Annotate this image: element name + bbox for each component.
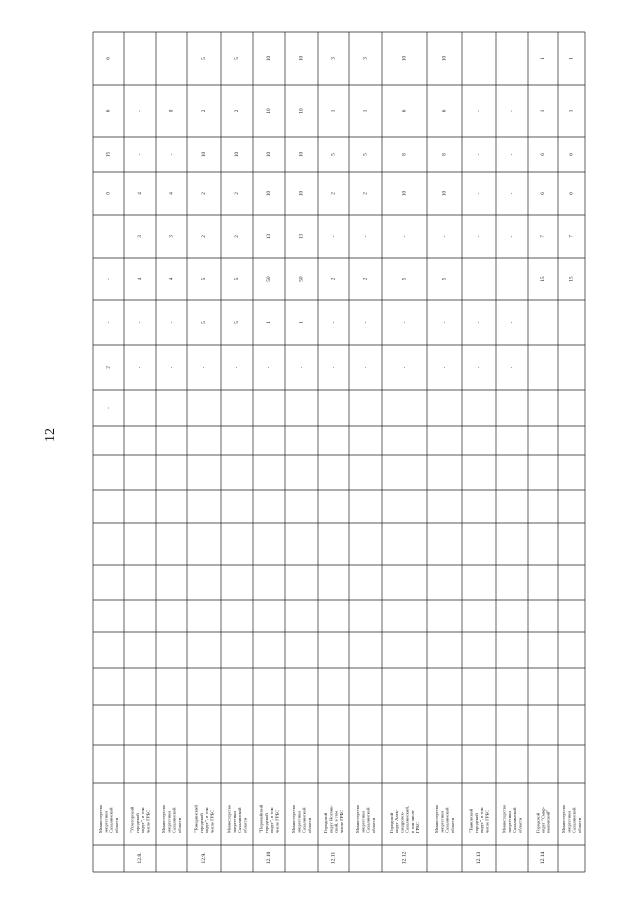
row-label-line: в том числе: [409, 810, 415, 833]
row-label-line: Сахалинской: [108, 807, 114, 833]
table-cell-value: 6: [568, 192, 575, 195]
row-label-line: Сахалинской: [444, 807, 450, 833]
row-label-line: энергетики: [103, 811, 109, 833]
table-cell-value: -: [476, 321, 482, 324]
table-cell-value: -: [509, 235, 515, 238]
row-label-line: сандровск-: [399, 811, 405, 833]
table-cell-value: -: [509, 192, 515, 195]
table-cell-value: 50: [266, 276, 272, 282]
row-label-line: числе ГРБС: [484, 809, 490, 833]
table-cell-value: -: [266, 366, 272, 369]
row-label-line: городской: [134, 813, 140, 833]
table-cell-value: -: [330, 366, 337, 369]
table-cell-value: 6: [540, 192, 546, 195]
table-cell-value: 10: [298, 190, 305, 197]
table-cell-value: 15: [568, 276, 575, 282]
table-cell-value: 1: [568, 109, 575, 113]
table-cell-value: 2: [105, 366, 112, 369]
table-cell-value: 10: [266, 190, 272, 197]
table-cell-value: 5: [201, 277, 207, 281]
table-cell-value: -: [509, 366, 515, 369]
table-cell-value: 5: [234, 277, 240, 281]
row-label-line: ГРБС: [415, 822, 420, 833]
row-label-line: городской: [473, 813, 479, 833]
table-cell-value: 2: [201, 235, 207, 238]
table-cell-value: 2: [330, 192, 337, 195]
row-label-line: Министерство: [501, 804, 507, 833]
table-cell-value: 6: [105, 109, 112, 113]
row-label-line: Министерство: [561, 804, 567, 833]
row-label-line: числе ГРБС: [274, 809, 280, 833]
table-cell-value: 2: [234, 192, 240, 195]
row-label-line: городской: [263, 813, 269, 833]
row-label-line: Министерство: [161, 804, 167, 833]
row-label-line: Городской: [389, 812, 394, 833]
table-cell-value: 1: [362, 109, 369, 113]
table-cell-value: 6: [568, 153, 575, 156]
table-cell-value: 2: [330, 277, 337, 281]
table-cell-value: 5: [401, 277, 408, 281]
row-label-line: энергетики: [166, 811, 172, 833]
row-label-line: Сахалинской: [365, 807, 371, 833]
table-cell-value: 5: [330, 153, 337, 156]
table-grid: [93, 32, 585, 872]
table-cell-value: -: [509, 321, 515, 324]
row-number: 12.14: [540, 851, 546, 865]
table-cell-value: -: [476, 153, 482, 156]
page-number: 12: [43, 428, 58, 442]
table-cell-value: -: [105, 278, 112, 280]
row-label-line: округ", в том: [269, 807, 275, 833]
table-cell-value: 7: [540, 235, 546, 238]
row-label-line: "Поронайский: [258, 804, 264, 833]
table-cell-value: 5: [362, 153, 369, 156]
table-cell-value: 10: [234, 151, 240, 158]
row-label-line: Сахалинской: [571, 807, 577, 833]
table-cell-value: 2: [234, 235, 240, 238]
table-cell-value: 5: [441, 277, 448, 281]
row-label-line: Министерство: [434, 804, 440, 833]
table-cell-value: 3: [168, 235, 175, 238]
table-cell-value: 10: [266, 108, 272, 114]
row-number: 12.9.: [201, 852, 207, 864]
table-cell-value: -: [476, 110, 482, 112]
table-cell-value: -: [330, 321, 337, 324]
table-cell-value: 5: [201, 57, 207, 60]
table-cell-value: 1: [330, 109, 337, 113]
table-cell-value: -: [401, 321, 408, 324]
row-label-line: числе ГРБС: [209, 809, 215, 833]
row-label-line: энергетики: [231, 811, 237, 833]
row-label-line: ский, в том: [333, 811, 339, 833]
table-cell-value: -: [330, 235, 337, 238]
table-cell-value: -: [509, 153, 515, 156]
table-cell-value: 6: [105, 57, 112, 60]
table-cell-value: -: [168, 153, 175, 156]
row-label-line: округ", в том: [204, 807, 210, 833]
table-cell-value: 0: [105, 192, 112, 195]
row-number: 12.13: [476, 851, 482, 865]
table-cell-value: 4: [168, 192, 175, 195]
table-cell-value: 5: [234, 321, 240, 324]
table-cell-value: -: [401, 366, 408, 369]
row-label-line: округ", в том: [479, 807, 485, 833]
row-label-line: энергетики: [439, 811, 445, 833]
table-cell-value: 4: [137, 192, 143, 195]
table-cell-value: 4: [168, 277, 175, 281]
table-cell-value: 2: [362, 277, 369, 281]
row-label-line: области: [113, 817, 119, 833]
row-label-line: области: [576, 817, 582, 833]
row-label-line: области: [176, 817, 182, 833]
table-cell-value: -: [105, 407, 112, 409]
table-cell-value: -: [401, 235, 408, 238]
table-cell-value: 10: [298, 151, 305, 158]
table-cell-value: 3: [362, 57, 369, 60]
table-cell-value: -: [441, 235, 448, 238]
table-cell-value: 10: [441, 190, 448, 197]
table-cell-value: -: [509, 110, 515, 112]
table-cell-value: -: [476, 192, 482, 195]
table-cell-value: -: [362, 366, 369, 369]
table-cell-value: 0: [168, 109, 175, 113]
row-label-line: области: [449, 817, 455, 833]
row-label-line: Министерство: [226, 804, 232, 833]
table-cell-value: 1: [540, 109, 546, 113]
table-cell-value: 2: [362, 192, 369, 195]
table-cell-value: 50: [298, 276, 305, 282]
table-cell-value: 10: [441, 55, 448, 62]
table-cell-value: 5: [201, 321, 207, 324]
table-cell-value: 6: [401, 109, 408, 113]
table-cell-value: 8: [401, 153, 408, 156]
row-label-line: округ Ноглик-: [328, 805, 334, 833]
table-cell-value: -: [298, 366, 305, 369]
row-label-line: ныховский": [545, 809, 551, 833]
table-cell-value: -: [476, 235, 482, 238]
table-cell-value: 8: [441, 153, 448, 156]
table-cell-value: 10: [266, 55, 272, 62]
row-label-line: Сахалинский,: [404, 806, 410, 833]
table-cell-value: -: [137, 110, 143, 112]
table-cell-value: -: [137, 153, 143, 156]
row-number: 12.12: [401, 851, 408, 865]
row-label-line: числе ГРБС: [145, 809, 151, 833]
row-label-line: области: [370, 817, 376, 833]
row-label-line: числе ГРБС: [338, 809, 344, 833]
table-cell-value: 1: [568, 57, 575, 60]
row-label-line: Сахалинской: [237, 807, 243, 833]
row-label-line: области: [517, 817, 523, 833]
table-cell-value: 10: [401, 55, 408, 62]
row-label-line: округ "Смир-: [540, 806, 546, 833]
row-label-line: Городской: [323, 812, 329, 833]
table-cell-value: -: [201, 366, 207, 369]
row-label-line: энергетики: [506, 811, 512, 833]
table-cell-value: 1: [298, 321, 305, 324]
table-cell-value: 10: [201, 151, 207, 158]
row-label-line: области: [306, 817, 312, 833]
table-cells: [98, 56, 582, 865]
row-label-line: городской: [198, 813, 204, 833]
row-label-line: Сахалинской: [512, 807, 518, 833]
table-cell-value: -: [441, 321, 448, 324]
table-cell-value: 4: [137, 277, 143, 281]
table-cell-value: 1: [540, 57, 546, 60]
row-label-line: Сахалинской: [301, 807, 307, 833]
row-label-line: Министерство: [98, 804, 104, 833]
table-cell-value: -: [137, 321, 143, 324]
table-cell-value: 1: [266, 321, 272, 324]
table-cell-value: 10: [266, 151, 272, 158]
table-cell-value: 13: [266, 233, 272, 240]
table-cell-value: -: [168, 366, 175, 369]
table-cell-value: 2: [201, 109, 207, 113]
table-cell-value: 10: [298, 108, 305, 114]
row-label-line: "Углегорский: [129, 806, 135, 833]
row-label-line: Министерство: [291, 804, 297, 833]
row-label-line: Городской: [535, 812, 541, 833]
table-cell-value: -: [234, 366, 240, 369]
row-label-line: Сахалинской: [171, 807, 177, 833]
row-label-line: энергетики: [566, 811, 572, 833]
table-cell-value: -: [105, 321, 112, 324]
table-cell-value: 2: [234, 109, 240, 113]
table-cell-value: 6: [441, 109, 448, 113]
row-number: 12.10: [266, 851, 272, 865]
table-cell-value: 15: [105, 151, 112, 158]
row-number: 12.8.: [137, 852, 143, 864]
row-label-line: округ", в том: [140, 807, 146, 833]
table-cell-value: 3: [330, 57, 337, 60]
table-cell-value: 15: [540, 276, 546, 282]
row-number: 12.11: [330, 851, 337, 865]
table-cell-value: 10: [401, 190, 408, 197]
table-cell-value: -: [362, 321, 369, 324]
table-cell-value: -: [441, 366, 448, 369]
row-label-line: "Тымовский: [468, 808, 474, 833]
table-cell-value: -: [476, 366, 482, 369]
table-cell-value: 13: [298, 233, 305, 240]
row-label-line: области: [242, 817, 248, 833]
row-label-line: энергетики: [296, 811, 302, 833]
table-cell-value: -: [362, 235, 369, 238]
table-cell-value: 2: [201, 192, 207, 195]
table-cell-value: 5: [234, 57, 240, 60]
table-cell-value: 10: [298, 55, 305, 62]
table-cell-value: -: [137, 366, 143, 369]
table-cell-value: 7: [568, 235, 575, 238]
row-label-line: "Томаринский: [193, 805, 199, 833]
table-cell-value: 3: [137, 235, 143, 238]
table-cell-value: 6: [540, 153, 546, 156]
table-cell-value: -: [168, 321, 175, 324]
row-label-line: Министерство: [355, 804, 361, 833]
row-label-line: округ Алек-: [394, 809, 400, 833]
row-label-line: энергетики: [360, 811, 366, 833]
